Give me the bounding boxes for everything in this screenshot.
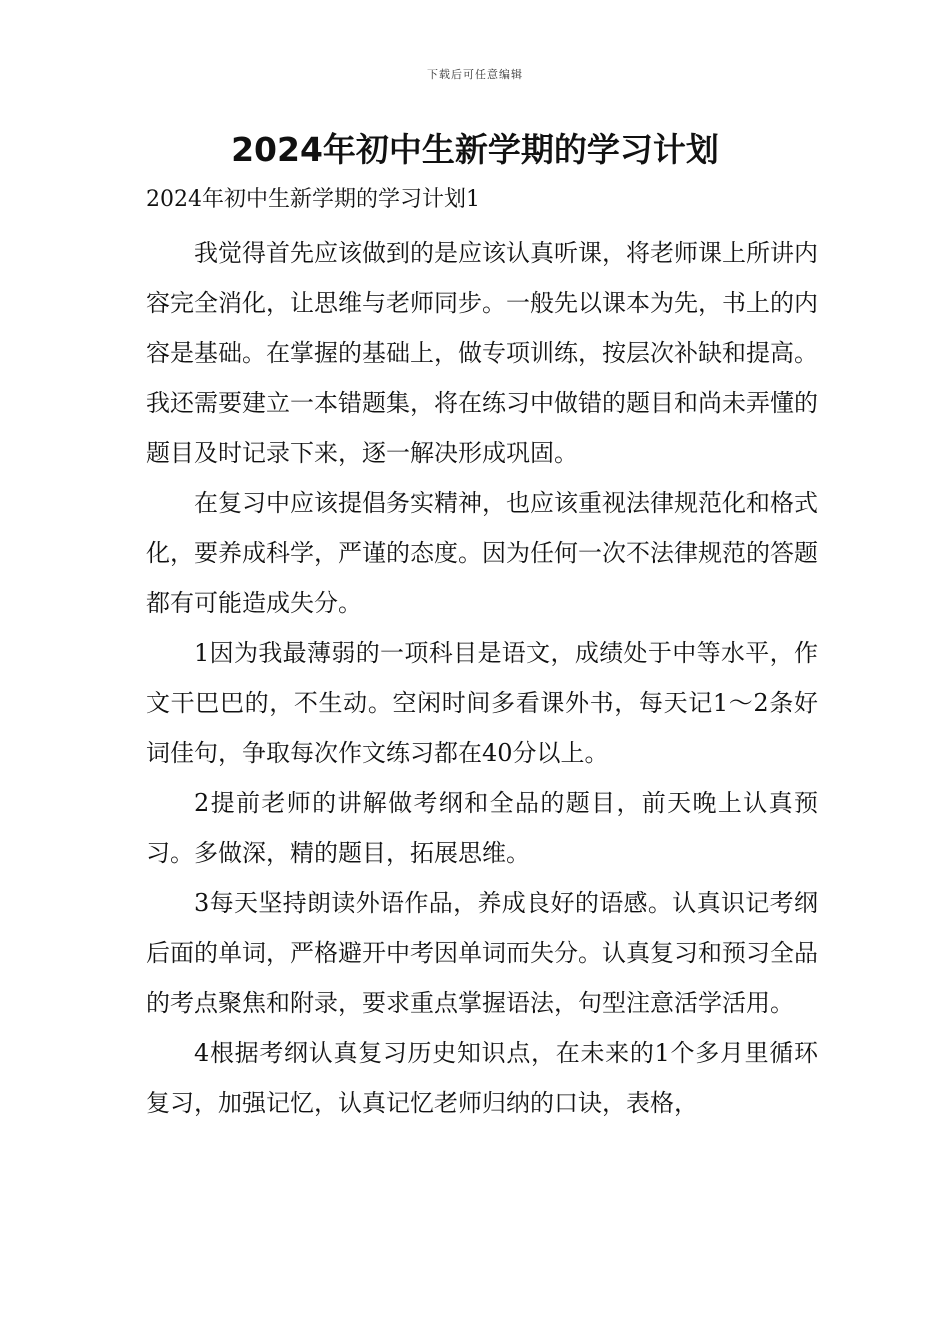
paragraph: 3每天坚持朗读外语作品，养成良好的语感。认真识记考纲后面的单词，严格避开中考因单词而失分。认真复习和预习全品的考点聚焦和附录，要求重点掌握语法，句型注意活学活用。 — [146, 889, 818, 1017]
paragraph: 在复习中应该提倡务实精神，也应该重视法律规范化和格式化，要养成科学，严谨的态度。因为任何一次不法律规范的答题都有可能造成失分。 — [146, 489, 818, 617]
paragraph: 1因为我最薄弱的一项科目是语文，成绩处于中等水平，作文干巴巴的，不生动。空闲时间多看课外书，每天记1～2条好词佳句，争取每次作文练习都在40分以上。 — [146, 639, 818, 767]
header-note: 下载后可任意编辑 — [427, 68, 523, 81]
paragraph: 2提前老师的讲解做考纲和全品的题目，前天晚上认真预习。多做深，精的题目，拓展思维。 — [146, 789, 818, 867]
document-title: 2024年初中生新学期的学习计划 — [231, 130, 719, 169]
document-body — [146, 228, 818, 1128]
section-title: 2024年初中生新学期的学习计划1 — [146, 187, 480, 212]
paragraph: 4根据考纲认真复习历史知识点，在未来的1个多月里循环复习，加强记忆，认真记忆老师归纳的口诀，表格， — [146, 1039, 818, 1117]
paragraph: 我觉得首先应该做到的是应该认真听课，将老师课上所讲内容完全消化，让思维与老师同步。一般先以课本为先，书上的内容是基础。在掌握的基础上，做专项训练，按层次补缺和提高。我还需要建立一本错题集，将在练习中做错的题目和尚未弄懂的题目及时记录下来，逐一解决形成巩固。 — [146, 239, 818, 467]
